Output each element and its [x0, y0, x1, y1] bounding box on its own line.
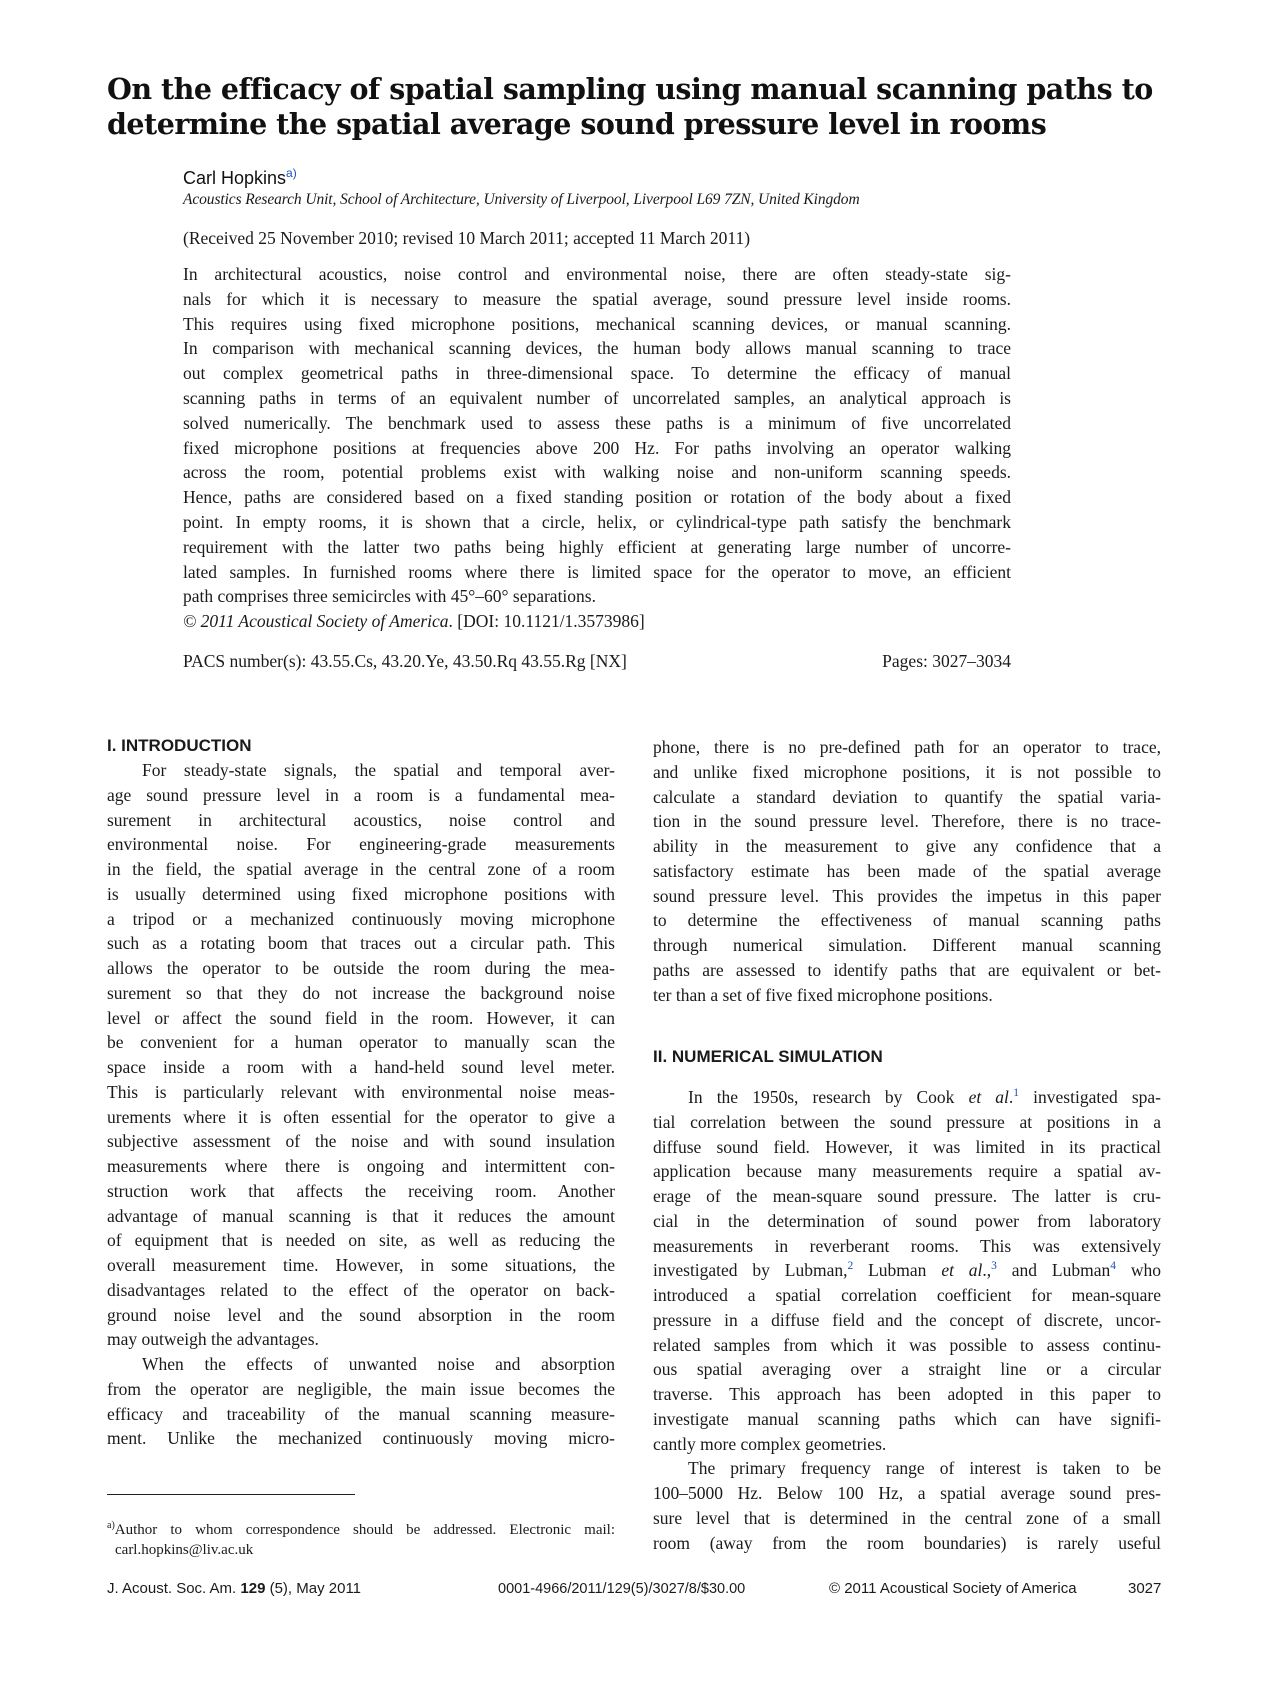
body-line: sound pressure level. This provides the impetus in this paper — [653, 885, 1161, 906]
abstract-line: scanning paths in terms of an equivalent number of uncorrelated samples, an analytical approach is — [183, 387, 1011, 408]
introduction-body — [107, 758, 615, 1451]
abstract-line: requirement with the latter two paths being highly efficient at generating large number of uncorre- — [183, 536, 1011, 557]
author-name-text: Carl Hopkins — [183, 168, 287, 188]
body-line: pressure in a diffuse field and the concept of discrete, uncor- — [653, 1309, 1161, 1330]
body-line: advantage of manual scanning is that it reduces the amount — [107, 1205, 615, 1226]
body-line: introduced a spatial correlation coefficient for mean-square — [653, 1285, 1161, 1305]
body-line: measurements in reverberant rooms. This was extensively — [653, 1235, 1161, 1256]
body-line: to determine the effectiveness of manual scanning paths — [653, 910, 1161, 931]
body-line: ground noise level and the sound absorption in the room — [107, 1304, 615, 1325]
body-line: traverse. This approach has been adopted in this paper to — [653, 1384, 1161, 1404]
page-range: Pages: 3027–3034 — [882, 651, 1011, 671]
numerical-body-end — [653, 1283, 1161, 1456]
body-line: erage of the mean-square sound pressure. The latter is cru- — [653, 1186, 1161, 1206]
received-dates: (Received 25 November 2010; revised 10 March 2011; accepted 11 March 2011) — [183, 228, 751, 248]
body-line: The primary frequency range of interest is taken to be — [688, 1458, 1161, 1479]
footer-code: 0001-4966/2011/129(5)/3027/8/$30.00 — [498, 1581, 746, 1597]
footer-volume: 129 — [240, 1580, 266, 1597]
abstract-line: path comprises three semicircles with 45°–60° separations. — [183, 586, 596, 607]
body-line: from the operator are negligible, the main issue becomes the — [107, 1378, 615, 1399]
reference-link-4[interactable]: 4 — [1110, 1260, 1116, 1273]
body-line: a tripod or a mechanized continuously moving microphone — [107, 908, 615, 929]
body-line: investigate manual scanning paths which can have signifi- — [653, 1408, 1161, 1429]
abstract-line: across the room, potential problems exist with walking noise and non-uniform scanning speeds. — [183, 462, 1011, 483]
body-line: satisfactory estimate has been made of the spatial average — [653, 860, 1161, 881]
body-line: tion in the sound pressure level. Therefore, there is no trace- — [653, 811, 1161, 832]
abstract-copyright: © 2011 Acoustical Society of America — [183, 611, 449, 632]
abstract-line: In architectural acoustics, noise control and environmental noise, there are often steady-state sig- — [183, 264, 1011, 284]
footer-copyright: © 2011 Acoustical Society of America — [829, 1580, 1077, 1597]
body-line: efficacy and traceability of the manual scanning measure- — [107, 1403, 615, 1424]
body-line: is usually determined using fixed microphone positions with — [107, 883, 615, 904]
abstract-body — [183, 262, 1011, 609]
body-line: through numerical simulation. Different manual scanning — [653, 935, 1161, 955]
body-line: calculate a standard deviation to quantify the spatial varia- — [653, 786, 1161, 807]
body-line: subjective assessment of the noise and with sound insulation — [107, 1131, 615, 1152]
body-line: sure level that is determined in the central zone of a small — [653, 1507, 1161, 1528]
numerical-line-1: In the 1950s, research by Cook et al.$^1$ investigated spa- — [688, 1087, 1161, 1107]
body-line: in the field, the spatial average in the central zone of a room — [107, 859, 615, 879]
abstract-line: lated samples. In furnished rooms where there is limited space for the operator to move, an efficient — [183, 561, 1011, 582]
body-line: ous spatial averaging over a straight line or a circular — [653, 1359, 1161, 1380]
reference-link-2[interactable]: 2 — [847, 1260, 854, 1273]
author-footnote-mark[interactable]: a) — [286, 166, 297, 180]
reference-link-3[interactable]: 3 — [991, 1260, 997, 1273]
left-column — [107, 736, 615, 1451]
section-heading-numerical-simulation: II. NUMERICAL SIMULATION — [653, 1047, 883, 1067]
author-name — [183, 168, 297, 189]
body-line: paths are assessed to identify paths that are equivalent or bet- — [653, 959, 1161, 980]
abstract-line: point. In empty rooms, it is shown that a circle, helix, or cylindrical-type path satisfy the benchmark — [183, 511, 1011, 532]
body-line: level or affect the sound field in the room. However, it can — [107, 1007, 615, 1028]
abstract-line: fixed microphone positions at frequencies above 200 Hz. For paths involving an operator walking — [183, 437, 1011, 458]
body-line: application because many measurements require a spatial av- — [653, 1161, 1161, 1182]
body-line: related samples from which it was possible to assess continu- — [653, 1334, 1161, 1355]
body-line: measurements where there is ongoing and intermittent con- — [107, 1156, 615, 1176]
numerical-body — [653, 1110, 1161, 1259]
abstract — [183, 262, 1011, 634]
body-line: surement so that they do not increase the background noise — [107, 982, 615, 1003]
footnote-line-1: $^{a)}$Author to whom correspondence should be addressed. Electronic mail: — [107, 1520, 615, 1538]
pacs-numbers: PACS number(s): 43.55.Cs, 43.20.Ye, 43.50.Rq 43.55.Rg [NX] — [183, 651, 627, 671]
abstract-doi[interactable]: . [DOI: 10.1121/1.3573986] — [448, 611, 645, 632]
numerical-line-lubman: investigated by Lubman,$^2$ Lubman et al.,$^3$ and Lubman$^4$ who — [653, 1260, 1162, 1281]
body-line: be convenient for a human operator to manually scan the — [107, 1032, 615, 1053]
reference-link-1[interactable]: 1 — [1013, 1087, 1020, 1100]
introduction-continued — [653, 735, 1161, 1007]
body-line: When the effects of unwanted noise and absorption — [142, 1354, 615, 1374]
body-line: ment. Unlike the mechanized continuously moving micro- — [107, 1428, 615, 1449]
body-line: ability in the measurement to give any confidence that a — [653, 836, 1161, 856]
paper-title: On the efficacy of spatial sampling using manual scanning paths to determine the spatial average sound pressure level in rooms — [107, 72, 1153, 141]
body-line: room (away from the room boundaries) is rarely useful — [653, 1532, 1161, 1553]
body-line: tial correlation between the sound pressure at positions in a — [653, 1111, 1161, 1132]
body-line: overall measurement time. However, in some situations, the — [107, 1255, 615, 1275]
frequency-range-paragraph — [653, 1456, 1161, 1555]
body-line: surement in architectural acoustics, noise control and — [107, 809, 615, 830]
abstract-line: This requires using fixed microphone positions, mechanical scanning devices, or manual scanning. — [183, 313, 1011, 334]
body-line: struction work that affects the receiving room. Another — [107, 1180, 615, 1201]
author-affiliation: Acoustics Research Unit, School of Architecture, University of Liverpool, Liverpool L69 7ZN, United Kingdom — [183, 191, 860, 208]
body-line: This is particularly relevant with environmental noise meas- — [107, 1081, 615, 1102]
abstract-line: In comparison with mechanical scanning devices, the human body allows manual scanning to trace — [183, 338, 1011, 359]
footnote — [107, 1516, 615, 1560]
body-line: environmental noise. For engineering-grade measurements — [107, 834, 615, 855]
body-line: space inside a room with a hand-held sound level meter. — [107, 1057, 615, 1077]
footnote-email[interactable]: carl.hopkins@liv.ac.uk — [115, 1542, 254, 1558]
body-line: diffuse sound field. However, it was limited in its practical — [653, 1136, 1161, 1157]
pacs-row — [183, 651, 1011, 672]
footer-journal: J. Acoust. Soc. Am. 129 (5), May 2011 — [107, 1580, 362, 1597]
body-line: and unlike fixed microphone positions, it is not possible to — [653, 761, 1161, 782]
footnote-rule — [107, 1494, 355, 1495]
section-heading-introduction: I. INTRODUCTION — [107, 736, 252, 755]
abstract-line: solved numerically. The benchmark used to assess these paths is a minimum of five uncorrelated — [183, 412, 1011, 433]
body-line: ter than a set of five fixed microphone positions. — [653, 984, 993, 1005]
body-line: allows the operator to be outside the room during the mea- — [107, 958, 615, 978]
body-line: 100–5000 Hz. Below 100 Hz, a spatial average sound pres- — [653, 1483, 1161, 1503]
page-number: 3027 — [1128, 1580, 1162, 1597]
body-line: age sound pressure level in a room is a fundamental mea- — [107, 784, 615, 805]
body-line: phone, there is no pre-defined path for an operator to trace, — [653, 737, 1161, 757]
body-line: For steady-state signals, the spatial and temporal aver- — [142, 760, 615, 780]
right-column — [653, 735, 1161, 1555]
body-line: cial in the determination of sound power from laboratory — [653, 1210, 1161, 1231]
body-line: such as a rotating boom that traces out a circular path. This — [107, 933, 615, 954]
body-line: may outweigh the advantages. — [107, 1329, 319, 1350]
abstract-line: nals for which it is necessary to measure the spatial average, sound pressure level inside rooms. — [183, 288, 1011, 309]
abstract-copyright-line — [183, 609, 1011, 634]
body-line: disadvantages related to the effect of the operator on back- — [107, 1279, 615, 1300]
body-line: cantly more complex geometries. — [653, 1433, 887, 1454]
body-line: urements where it is often essential for the operator to give a — [107, 1106, 615, 1127]
body-line: of equipment that is needed on site, as well as reducing the — [107, 1230, 615, 1251]
abstract-line: Hence, paths are considered based on a fixed standing position or rotation of the body about a fixed — [183, 487, 1011, 508]
abstract-line: out complex geometrical paths in three-dimensional space. To determine the efficacy of manual — [183, 363, 1011, 384]
